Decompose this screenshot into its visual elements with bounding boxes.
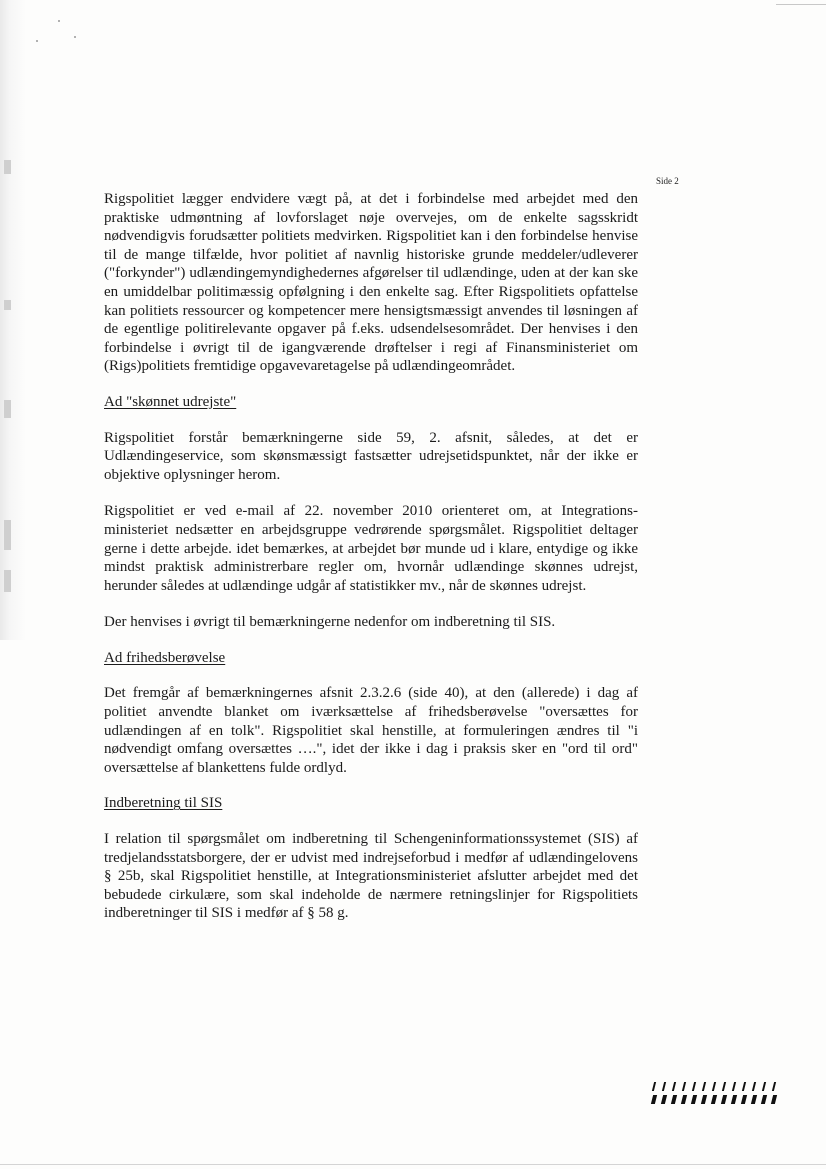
paragraph-6: I relation til spørgsmålet om indberetning til Schengeninformationssystemet (SIS) af tredjelandsstatsborgere, der er udvist med indrejseforbud i medfør af udlændingelovens § 25b, skal Rigspolitiet henstille, at Integrationsministeriet afslutter arbejdet med det bebudede cirkulære, som skal indeholde de nærmere retningslinjer for Rigspolitiets indberetninger til SIS i medfør af § 58 g. <box>104 831 638 922</box>
paragraph-2: Rigspolitiet forstår bemærkningerne side 59, 2. afsnit, således, at det er Udlændingeservice, som skønsmæssigt fastsætter udrejsetidspunktet, når der ikke er objektive oplysninger herom. <box>104 429 638 483</box>
scan-artifact <box>776 4 826 5</box>
paragraph-3: Rigspolitiet er ved e-mail af 22. november 2010 orienteret om, at Integrations-ministeriet nedsætter en arbejdsgruppe vedrørende spørgsmålet. Rigspolitiet deltager gerne i dette arbejde. idet bemærkes, at arbejdet bør munde ud i klare, entydige og ikke mindst praktisk administrerbare regler om, hvornår udlændinge skønnes udrejst, herunder således at udlændinge udgår af statistikker mv., når de skønnes udrejst. <box>104 503 638 594</box>
scan-speck <box>58 20 60 22</box>
section-heading-skoennet-udrejste: Ad "skønnet udrejste" <box>104 393 237 410</box>
scan-artifact <box>4 400 11 418</box>
page-number: Side 2 <box>656 176 679 186</box>
section-heading-indberetning-sis: Indberetning til SIS <box>104 795 223 812</box>
scan-artifact <box>0 1164 826 1165</box>
paragraph-4: Der henvises i øvrigt til bemærkningerne nedenfor om indberetning til SIS. <box>104 614 556 631</box>
scan-speck <box>74 36 76 38</box>
barcode <box>650 1082 782 1104</box>
barcode-row-bottom <box>650 1095 782 1104</box>
paragraph-5: Det fremgår af bemærkningernes afsnit 2.3.2.6 (side 40), at den (allerede) i dag af politiet anvendte blanket om iværksættelse af frihedsberøvelse "oversættes for udlændingen af en tolk". Rigspolitiet skal henstille, at formuleringen ændres til "i nødvendigt omfang oversættes ….", idet der ikke i dag i praksis sker en "ord til ord" oversættelse af blankettens fulde ordlyd. <box>104 685 638 776</box>
scan-artifact <box>4 160 11 174</box>
section-heading-frihedsberoevelse: Ad frihedsberøvelse <box>104 649 226 666</box>
barcode-row-top <box>650 1082 782 1091</box>
scan-artifact <box>4 520 11 550</box>
paragraph-1: Rigspolitiet lægger endvidere vægt på, at det i forbindelse med arbejdet med den praktiske udmøntning af lovforslaget nøje overvejes, om de enkelte sagsskridt nødvendigvis forudsætter politiets medvirken. Rigspolitiet kan i den forbindelse henvise til de mange tilfælde, hvor politiet af navnlig historiske grunde meddeler/udleverer ("forkynder") udlændingemyndighedernes afgørelser til udlændinge, uden at der kan ske en umiddelbar politimæssig opfølgning i den enkelte sag. Efter Rigspolitiets opfattelse kan politiets ressourcer og kompetencer mere hensigtsmæssigt anvendes til løsningen af de egentlige politirelevante opgaver på f.eks. udsendelsesområdet. Der henvises i den forbindelse i øvrigt til de igangværende drøftelser i regi af Finansministeriet om (Rigs)politiets fremtidige opgavevaretagelse på udlændingeområdet. <box>104 191 638 375</box>
document-body <box>104 190 638 923</box>
scan-artifact <box>4 570 11 592</box>
scan-artifact <box>4 300 11 310</box>
scan-speck <box>36 40 38 42</box>
